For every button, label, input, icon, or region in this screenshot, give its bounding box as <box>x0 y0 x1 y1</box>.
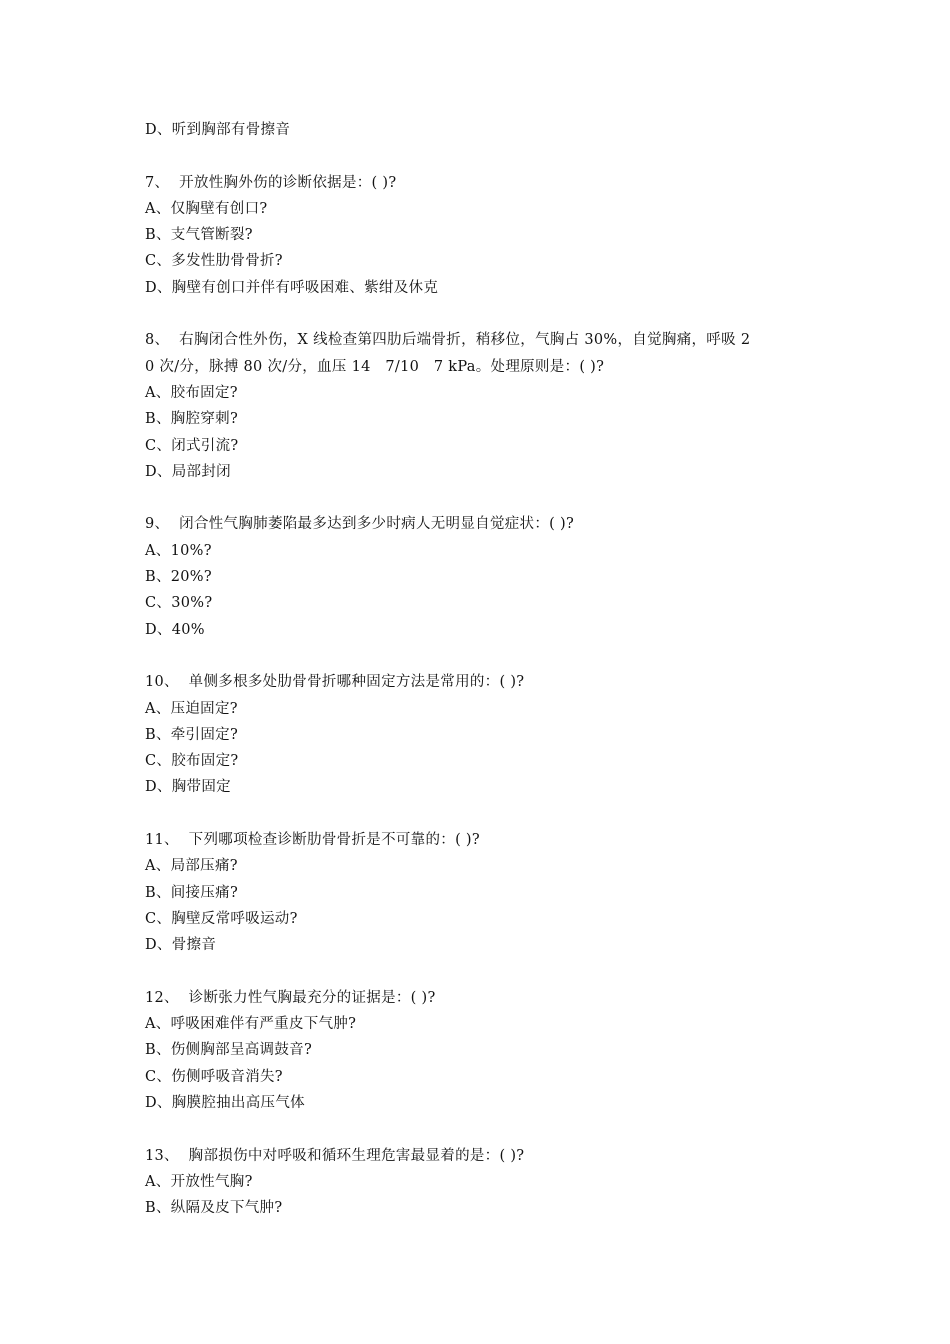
option-d: D、局部封闭 <box>145 463 231 480</box>
option-b: B、胸腔穿刺? <box>145 411 239 428</box>
option-d: D、骨擦音 <box>145 937 217 954</box>
option-b: B、间接压痛? <box>145 884 239 901</box>
blank-line <box>145 143 825 169</box>
blank-line <box>145 801 825 827</box>
option-a: A、10%? <box>145 542 212 559</box>
question-8-line-2: 0 次/分，脉搏 80 次/分，血压 14 7/10 7 kPa。处理原则是：( )? <box>145 358 605 375</box>
question-10: 10、 单侧多根多处肋骨骨折哪种固定方法是常用的：( )? <box>145 674 525 691</box>
option-d: D、胸膜腔抽出高压气体 <box>145 1094 305 1111</box>
blank-line <box>145 301 825 327</box>
option-a: A、局部压痛? <box>145 858 238 875</box>
option-b: B、牵引固定? <box>145 726 239 743</box>
option-b: B、20%? <box>145 569 212 586</box>
option-c: C、闭式引流? <box>145 437 239 454</box>
option-d: D、40% <box>145 621 205 638</box>
text-line: D、听到胸部有骨擦音 <box>145 122 291 138</box>
question-12: 12、 诊断张力性气胸最充分的证据是：( )? <box>145 989 436 1006</box>
option-a: A、仅胸壁有创口? <box>145 200 268 217</box>
blank-line <box>145 959 825 985</box>
blank-line <box>145 485 825 511</box>
option-b: B、伤侧胸部呈高调鼓音? <box>145 1042 313 1059</box>
question-7: 7、 开放性胸外伤的诊断依据是：( )? <box>145 174 397 191</box>
blank-line <box>145 643 825 669</box>
option-b: B、支气管断裂? <box>145 227 253 244</box>
option-a: A、呼吸困难伴有严重皮下气肿? <box>145 1016 357 1033</box>
option-a: A、压迫固定? <box>145 700 238 717</box>
option-c: C、30%? <box>145 595 213 612</box>
blank-line <box>145 1116 825 1142</box>
option-b: B、纵隔及皮下气肿? <box>145 1200 283 1217</box>
question-11: 11、 下列哪项检查诊断肋骨骨折是不可靠的：( )? <box>145 832 480 849</box>
option-d: D、胸壁有创口并伴有呼吸困难、紫绀及休克 <box>145 279 439 296</box>
question-13: 13、 胸部损伤中对呼吸和循环生理危害最显着的是：( )? <box>145 1147 525 1164</box>
option-d: D、胸带固定 <box>145 779 231 796</box>
option-c: C、胶布固定? <box>145 753 239 770</box>
option-c: C、多发性肋骨骨折? <box>145 253 283 270</box>
option-a: A、胶布固定? <box>145 384 238 401</box>
option-a: A、开放性气胸? <box>145 1173 253 1190</box>
option-c: C、胸壁反常呼吸运动? <box>145 910 298 927</box>
option-c: C、伤侧呼吸音消失? <box>145 1068 283 1085</box>
question-8-line-1: 8、 右胸闭合性外伤，X 线检查第四肋后端骨折，稍移位，气胸占 30%，自觉胸痛，呼吸 2 <box>145 332 751 349</box>
question-9: 9、 闭合性气胸肺萎陷最多达到多少时病人无明显自觉症状：( )? <box>145 516 575 533</box>
document-page <box>145 117 825 1221</box>
